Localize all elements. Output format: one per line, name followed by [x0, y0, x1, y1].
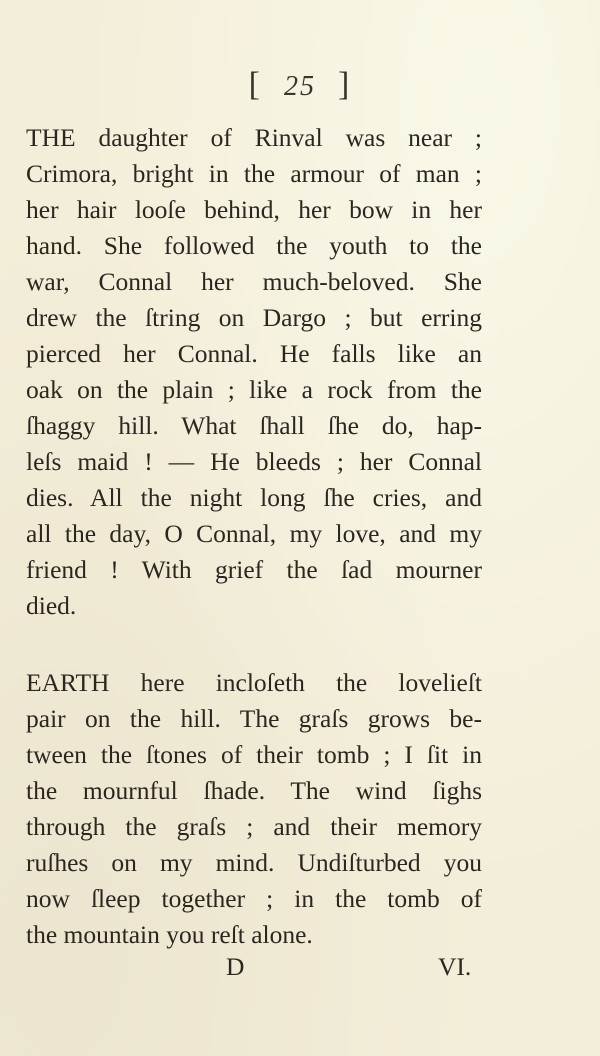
text-line: leſs maid ! — He bleeds ; her Connal [26, 447, 482, 476]
text-line: Crimora, bright in the armour of man ; [26, 159, 482, 188]
text-line: ruſhes on my mind. Undiſturbed you [26, 848, 482, 877]
catchword: VI. [438, 952, 472, 981]
text-line: dies. All the night long ſhe cries, and [26, 483, 482, 512]
text-line: drew the ſtring on Dargo ; but erring [26, 303, 482, 332]
text-line: pair on the hill. The graſs grows be- [26, 704, 482, 733]
text-line: the mountain you reſt alone. [26, 920, 313, 949]
page-number [0, 66, 600, 104]
text-line: pierced her Connal. He falls like an [26, 339, 482, 368]
text-line: war, Connal her much-beloved. She [26, 267, 482, 296]
catchwords [0, 952, 600, 988]
text-line: died. [26, 591, 77, 620]
paragraph-earth [26, 665, 482, 953]
page-number-value: 25 [284, 71, 316, 102]
text-line: hand. She followed the youth to the [26, 231, 482, 260]
text-line: friend ! With grief the ſad mourner [26, 555, 482, 584]
text-line: all the day, O Connal, my love, and my [26, 519, 482, 548]
paragraph-crimora [26, 120, 482, 624]
text-line: ſhaggy hill. What ſhall ſhe do, hap- [26, 411, 482, 440]
text-line: her hair looſe behind, her bow in her [26, 195, 482, 224]
text-line: oak on the plain ; like a rock from the [26, 375, 482, 404]
text-line: EARTH here incloſeth the lovelieſt [26, 668, 482, 697]
text-line: now ſleep together ; in the tomb of [26, 884, 482, 913]
text-line: through the graſs ; and their memory [26, 812, 482, 841]
signature-mark: D [226, 952, 245, 981]
text-line: THE daughter of Rinval was near ; [26, 123, 482, 152]
text-line: tween the ſtones of their tomb ; I ſit in [26, 740, 482, 769]
page-number-open-bracket: [ [248, 66, 262, 103]
text-line: the mournful ſhade. The wind ſighs [26, 776, 482, 805]
page-number-close-bracket: ] [338, 66, 352, 103]
